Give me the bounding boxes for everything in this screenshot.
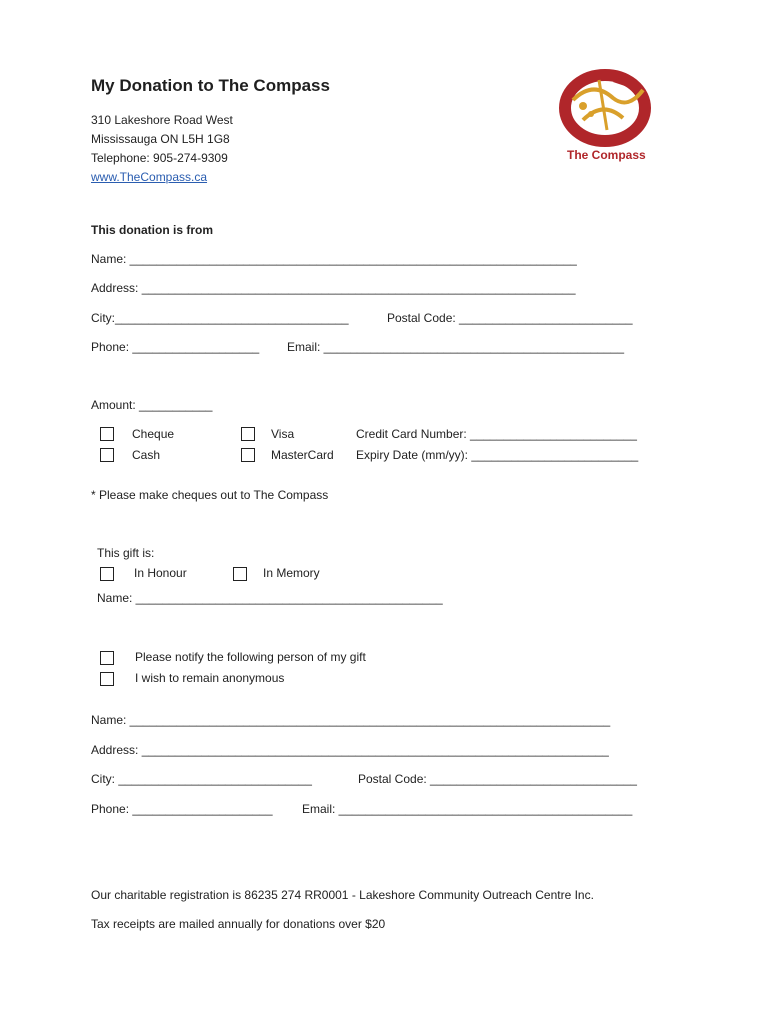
tax-receipts-text: Tax receipts are mailed annually for donations over $20 [91,917,386,931]
telephone: Telephone: 905-274-9309 [91,151,228,165]
donor-postal-field[interactable]: Postal Code: __________________________ [387,311,633,325]
notify-checkbox[interactable] [100,651,114,665]
gift-name-field[interactable]: Name: ______________________________________________ [97,591,443,605]
notify-label: Please notify the following person of my gift [135,650,366,664]
address-line-1: 310 Lakeshore Road West [91,113,233,127]
visa-checkbox[interactable] [241,427,255,441]
notify-postal-field[interactable]: Postal Code: _______________________________ [358,772,637,786]
anonymous-checkbox[interactable] [100,672,114,686]
cheque-label: Cheque [132,427,175,441]
registration-text: Our charitable registration is 86235 274 RR0001 - Lakeshore Community Outreach Centre Inc. [91,888,594,902]
cheque-note: * Please make cheques out to The Compass [91,488,329,502]
notify-address-field[interactable]: Address: ______________________________________________________________________ [91,743,609,757]
donor-address-field[interactable]: Address: _________________________________________________________________ [91,281,576,295]
mastercard-checkbox[interactable] [241,448,255,462]
compass-logo [553,60,663,170]
in-honour-label: In Honour [134,566,187,580]
in-memory-label: In Memory [263,566,320,580]
anonymous-label: I wish to remain anonymous [135,671,285,685]
cash-checkbox[interactable] [100,448,114,462]
amount-field[interactable]: Amount: ___________ [91,398,213,412]
card-number-field[interactable]: Credit Card Number: _________________________ [356,427,637,441]
page-title: My Donation to The Compass [91,76,330,95]
cash-label: Cash [132,448,161,462]
donor-heading: This donation is from [91,223,213,237]
visa-label: Visa [271,427,295,441]
address-line-2: Mississauga ON L5H 1G8 [91,132,230,146]
in-memory-checkbox[interactable] [233,567,247,581]
donor-phone-field[interactable]: Phone: ___________________ [91,340,260,354]
donor-email-field[interactable]: Email: _____________________________________________ [287,340,624,354]
expiry-field[interactable]: Expiry Date (mm/yy): _________________________ [356,448,639,462]
donor-name-field[interactable]: Name: ___________________________________________________________________ [91,252,577,266]
website-link[interactable]: www.TheCompass.ca [91,170,208,184]
notify-phone-field[interactable]: Phone: _____________________ [91,802,273,816]
notify-city-field[interactable]: City: _____________________________ [91,772,312,786]
notify-email-field[interactable]: Email: ____________________________________________ [302,802,633,816]
cheque-checkbox[interactable] [100,427,114,441]
gift-label: This gift is: [97,546,155,560]
donor-city-field[interactable]: City:___________________________________ [91,311,349,325]
logo-text: The Compass [567,148,646,162]
in-honour-checkbox[interactable] [100,567,114,581]
notify-name-field[interactable]: Name: ________________________________________________________________________ [91,713,611,727]
mastercard-label: MasterCard [271,448,334,462]
